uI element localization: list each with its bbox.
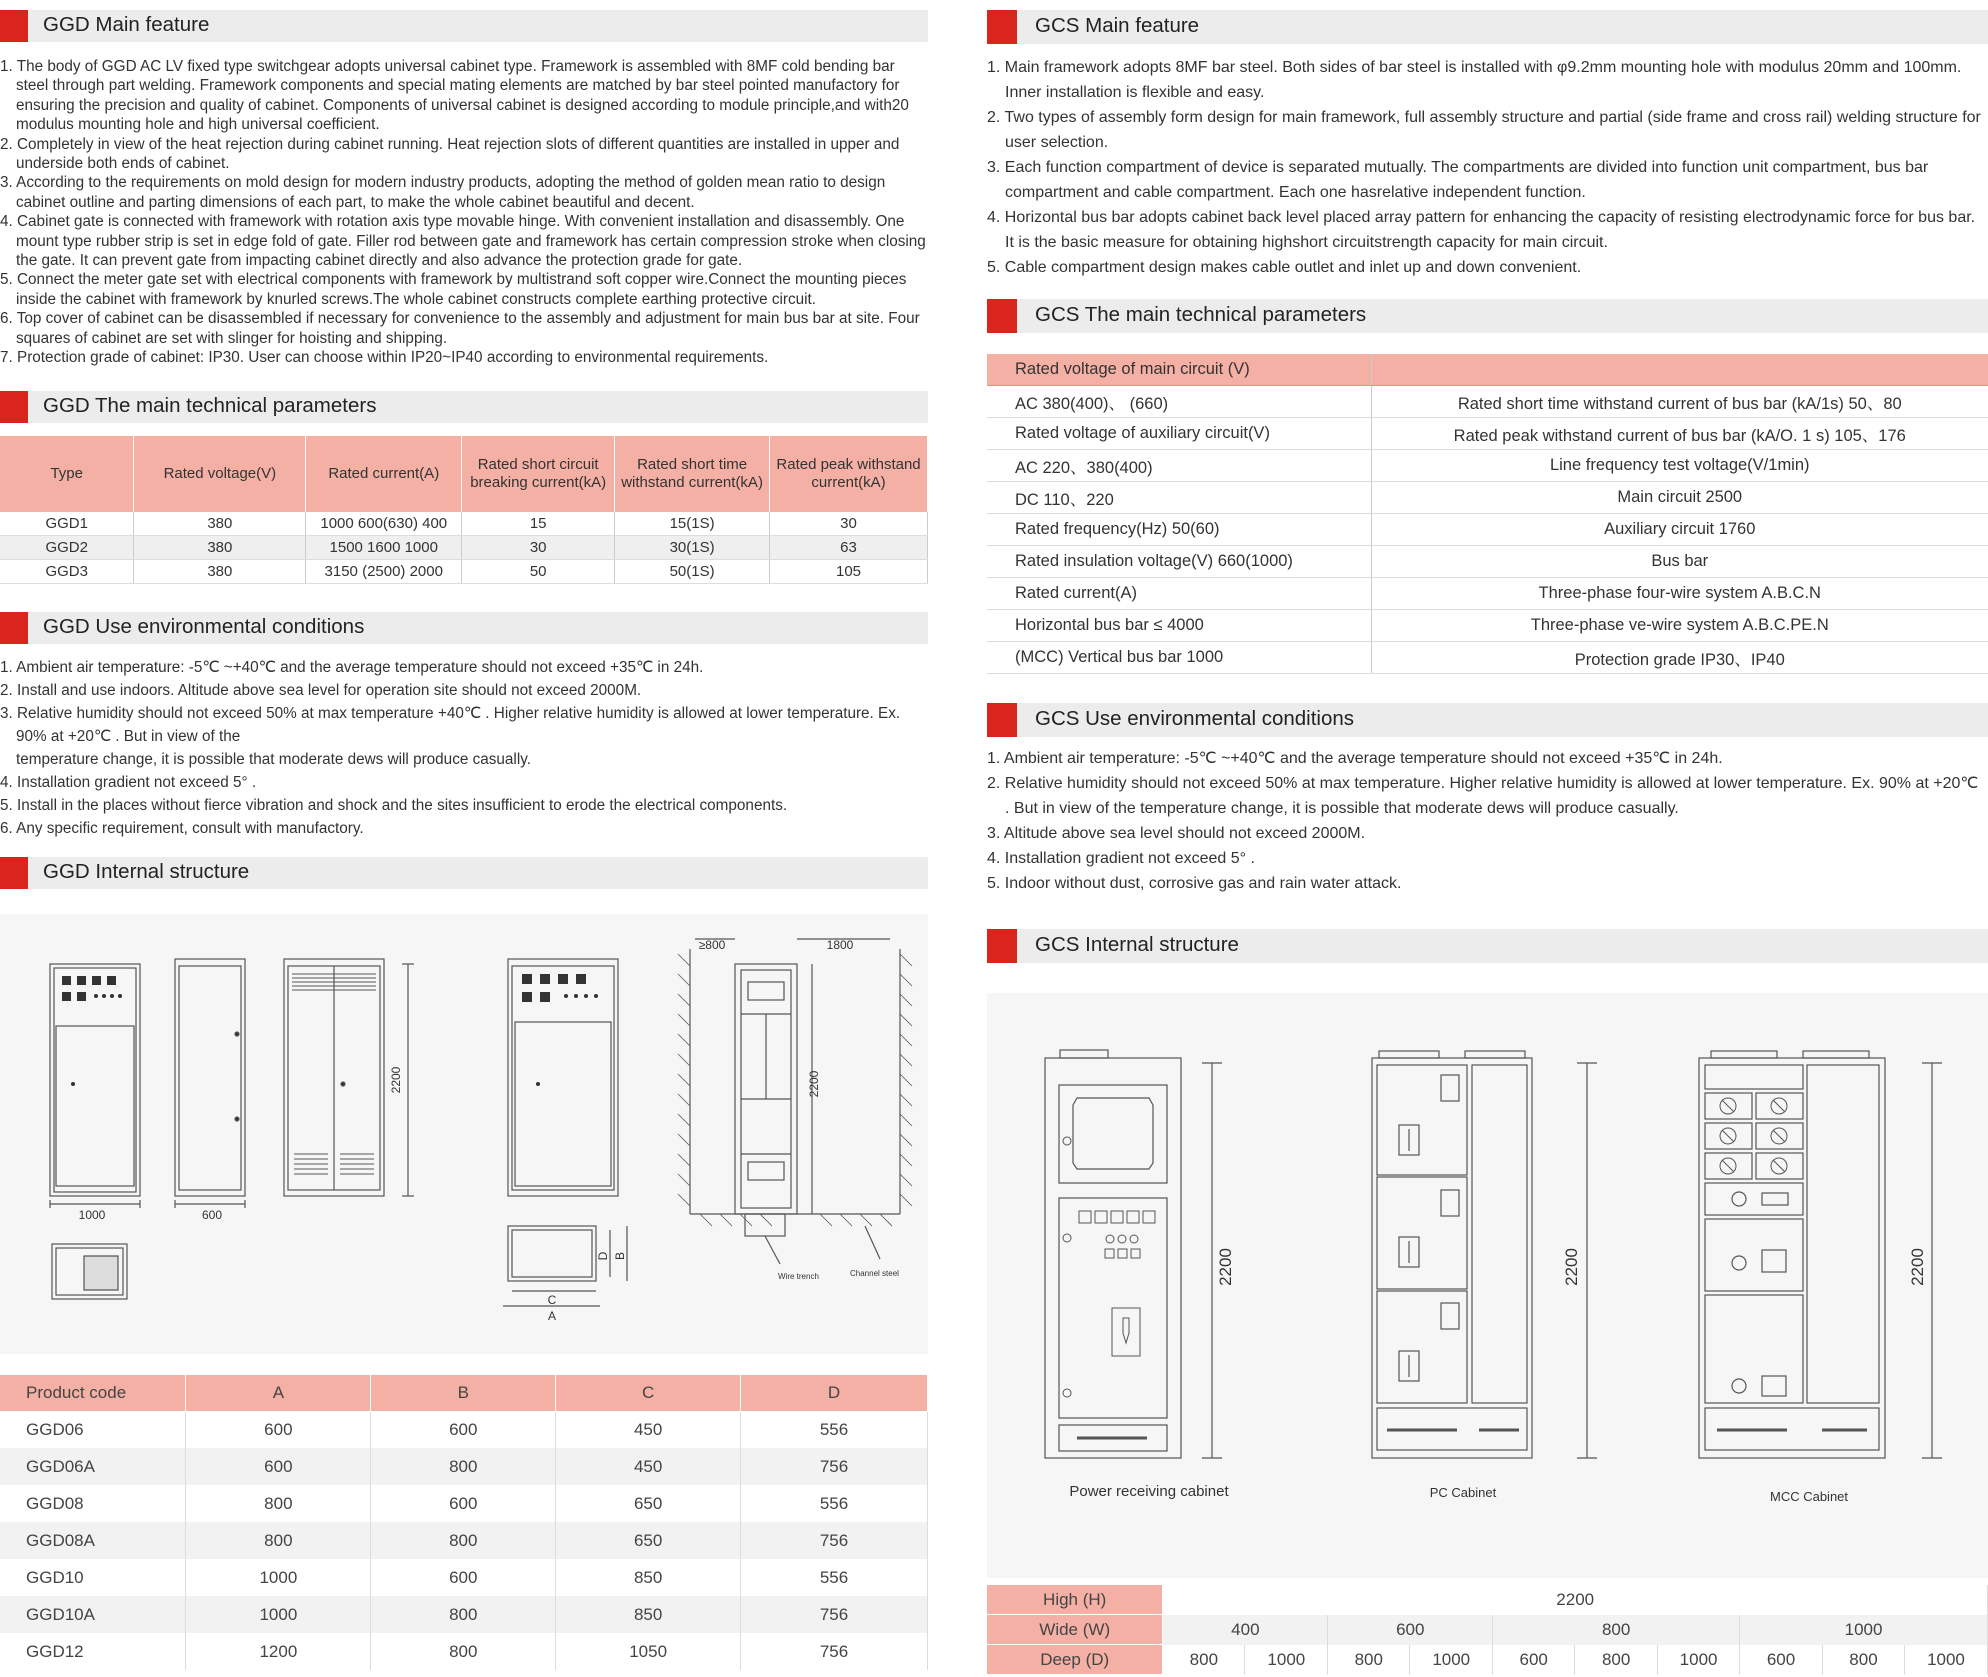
table-cell: GGD12 xyxy=(0,1633,186,1670)
table-row xyxy=(987,482,1988,514)
table-cell: 15(1S) xyxy=(615,512,770,536)
list-item: 2. Two types of assembly form design for main framework, full assembly structure and partial (side frame and cross rail) welding structure for user selection. xyxy=(987,109,1981,151)
table-cell: 800 xyxy=(186,1522,371,1559)
table-cell: Three-phase ve-wire system A.B.C.PE.N xyxy=(1371,610,1988,642)
table-cell: Rated frequency(Hz) 50(60) xyxy=(987,514,1371,546)
section-title: GGD The main technical parameters xyxy=(43,394,377,417)
table-cell: 30 xyxy=(770,512,928,536)
table-cell: GGD06 xyxy=(0,1411,186,1448)
table-header: A xyxy=(186,1375,371,1411)
table-cell: AC 220、380(400) xyxy=(987,450,1371,482)
gcs-main-feature-list xyxy=(987,55,1987,280)
red-square-marker xyxy=(0,10,28,42)
table-cell: 2200 xyxy=(1163,1585,1988,1615)
table-cell: 556 xyxy=(741,1485,928,1522)
table-cell: 15 xyxy=(462,512,615,536)
table-cell: 450 xyxy=(556,1411,741,1448)
list-item: 4. Cabinet gate is connected with framework with rotation axis type movable hinge. With convenient installation and disassembly. One mount type rubber strip is set in edge fold of gate. Filler rod between gate and framework has certain compression stroke when closing the gate. It can prevent gate from impacting cabinet directly and also advance the protection grade for gate. xyxy=(0,213,926,270)
dim-label: B xyxy=(613,1251,627,1261)
table-cell: 1200 xyxy=(186,1633,371,1670)
table-cell: 600 xyxy=(1493,1645,1575,1675)
table-cell: 380 xyxy=(134,512,306,536)
ggd-main-feature-list xyxy=(0,57,930,368)
list-item: 2. Install and use indoors. Altitude above sea level for operation site should not exceed 2000M. xyxy=(0,682,642,699)
table-cell: 800 xyxy=(371,1596,556,1633)
table-cell: 1000 xyxy=(1904,1645,1987,1675)
table-cell: GGD1 xyxy=(0,512,134,536)
dim-label: 2200 xyxy=(1216,1248,1235,1286)
list-item: 3. Relative humidity should not exceed 50% at max temperature +40℃ . Higher relative humidity is allowed at lower temperature. Ex. 90% at +20℃ . But in view of the xyxy=(0,705,901,745)
table-cell: 756 xyxy=(741,1448,928,1485)
list-item: 6. Top cover of cabinet can be disassembled if necessary for convenience to the assembly and adjustment for main bus bar at site. Four squares of cabinet are set with slinger for hoisting and shipping. xyxy=(0,310,920,347)
table-header: Rated current(A) xyxy=(306,436,462,512)
gcs-structure-diagram xyxy=(987,993,1988,1578)
gcs-structure-header xyxy=(987,929,1988,963)
table-row xyxy=(987,514,1988,546)
dim-label: ≥800 xyxy=(698,938,726,952)
table-cell: 1000 xyxy=(186,1596,371,1633)
section-title: GGD Use environmental conditions xyxy=(43,615,365,638)
dim-label: 2200 xyxy=(389,1066,403,1094)
table-row xyxy=(987,610,1988,642)
table-cell: 850 xyxy=(556,1559,741,1596)
row-label: Deep (D) xyxy=(987,1645,1163,1675)
table-cell: Auxiliary circuit 1760 xyxy=(1371,514,1988,546)
table-cell: 30 xyxy=(462,536,615,560)
red-square-marker xyxy=(0,391,28,423)
table-header: Rated voltage(V) xyxy=(134,436,306,512)
table-cell: 1000 xyxy=(1658,1645,1740,1675)
red-square-marker xyxy=(987,10,1017,44)
list-item: 1. The body of GGD AC LV fixed type switchgear adopts universal cabinet type. Framework is assembled with 8MF cold bending bar steel through part welding. Framework components and special mating elements are matched by bar steel pointed manufactory for ensuring the precision and quality of cabinet. Components of universal cabinet is designed according to module principle,and with20 modulus mounting hole and high universal coefficient. xyxy=(0,58,909,134)
table-cell: 3150 (2500) 2000 xyxy=(306,560,462,584)
section-title: GGD Internal structure xyxy=(43,860,250,883)
table-header: Product code xyxy=(0,1375,186,1411)
table-cell: 800 xyxy=(371,1522,556,1559)
table-header: Rated peak withstand current(kA) xyxy=(770,436,928,512)
section-title: GCS Internal structure xyxy=(1035,933,1239,956)
table-cell: Line frequency test voltage(V/1min) xyxy=(1371,450,1988,482)
table-row xyxy=(987,546,1988,578)
table-cell: 800 xyxy=(1493,1615,1740,1645)
dim-label: 1800 xyxy=(826,938,854,952)
dim-label: C xyxy=(547,1293,557,1307)
table-cell: 800 xyxy=(371,1633,556,1670)
table-cell: 380 xyxy=(134,560,306,584)
table-row xyxy=(0,1411,928,1448)
table-row xyxy=(987,418,1988,450)
table-row xyxy=(987,450,1988,482)
dim-label: D xyxy=(596,1251,610,1261)
table-cell: 600 xyxy=(1328,1615,1493,1645)
table-row xyxy=(0,1596,928,1633)
list-item: 5. Connect the meter gate set with electrical components with framework by multistrand soft copper wire.Connect the mounting pieces inside the cabinet with framework by knurled screws.The whole cabinet constructs complete earthing protective circuit. xyxy=(0,271,907,308)
list-item: 1. Ambient air temperature: -5℃ ~+40℃ and the average temperature should not exceed +35℃ in 24h. xyxy=(0,659,704,676)
table-row xyxy=(987,578,1988,610)
table-cell: AC 380(400)、 (660) xyxy=(987,386,1371,418)
diagram-note: Wire trench xyxy=(778,1272,819,1281)
table-row xyxy=(0,1633,928,1670)
table-cell: 800 xyxy=(1823,1645,1905,1675)
ggd-main-feature-header xyxy=(0,10,928,42)
red-square-marker xyxy=(987,299,1017,333)
table-cell: 1000 xyxy=(1410,1645,1493,1675)
gcs-params-header xyxy=(987,299,1988,333)
dim-label: 600 xyxy=(201,1208,223,1222)
table-cell: 600 xyxy=(1740,1645,1823,1675)
table-row xyxy=(987,1585,1988,1615)
list-item: 1. Main framework adopts 8MF bar steel. Both sides of bar steel is installed with φ9.2mm mounting hole with modulus 20mm and 100mm. Inner installation is flexible and easy. xyxy=(987,59,1962,101)
table-cell: 63 xyxy=(770,536,928,560)
ggd-params-table xyxy=(0,436,928,584)
table-cell: 380 xyxy=(134,536,306,560)
table-cell: 600 xyxy=(371,1485,556,1522)
table-cell: Three-phase four-wire system A.B.C.N xyxy=(1371,578,1988,610)
table-cell: 800 xyxy=(1575,1645,1658,1675)
table-cell: 756 xyxy=(741,1596,928,1633)
red-square-marker xyxy=(0,857,28,889)
table-cell: Rated short time withstand current of bus bar (kA/1s) 50、80 xyxy=(1371,386,1988,418)
diagram-note: Channel steel xyxy=(850,1269,899,1278)
dim-label: 2200 xyxy=(1562,1248,1581,1286)
table-cell: 756 xyxy=(741,1633,928,1670)
table-cell: 800 xyxy=(1163,1645,1245,1675)
table-row xyxy=(987,642,1988,674)
dim-label: 1000 xyxy=(78,1208,106,1222)
table-cell: 600 xyxy=(371,1411,556,1448)
list-item: 1. Ambient air temperature: -5℃ ~+40℃ and the average temperature should not exceed +35℃ in 24h. xyxy=(987,750,1723,767)
table-cell xyxy=(1371,354,1988,386)
table-cell: Main circuit 2500 xyxy=(1371,482,1988,514)
table-cell: 30(1S) xyxy=(615,536,770,560)
table-cell: Rated current(A) xyxy=(987,578,1371,610)
table-cell: GGD06A xyxy=(0,1448,186,1485)
ggd-structure-diagram xyxy=(0,914,928,1354)
list-item: 4. Installation gradient not exceed 5° . xyxy=(0,774,257,791)
list-item: 3. According to the requirements on mold design for modern industry products, adopting the method of golden mean ratio to design cabinet outline and parting dimensions of each part, to make the whole cabinet beautiful and decent. xyxy=(0,174,886,211)
ggd-env-header xyxy=(0,612,928,644)
table-row xyxy=(0,1485,928,1522)
table-cell: 450 xyxy=(556,1448,741,1485)
dim-label: 2200 xyxy=(1908,1248,1927,1286)
table-header: Rated short circuit breaking current(kA) xyxy=(462,436,615,512)
cabinet-caption: Power receiving cabinet xyxy=(1069,1483,1229,1500)
table-header: C xyxy=(556,1375,741,1411)
table-cell: 1000 xyxy=(1245,1645,1328,1675)
table-cell: Rated voltage of auxiliary circuit(V) xyxy=(987,418,1371,450)
table-header: Type xyxy=(0,436,134,512)
list-item: 7. Protection grade of cabinet: IP30. User can choose within IP20~IP40 according to environmental requirements. xyxy=(0,349,769,367)
list-item: 3. Altitude above sea level should not exceed 2000M. xyxy=(987,825,1366,842)
table-cell: 1000 600(630) 400 xyxy=(306,512,462,536)
table-cell: GGD2 xyxy=(0,536,134,560)
table-header: B xyxy=(371,1375,556,1411)
table-row xyxy=(987,386,1988,418)
ggd-env-list xyxy=(0,656,930,840)
table-cell: 650 xyxy=(556,1485,741,1522)
table-cell: 800 xyxy=(186,1485,371,1522)
section-title: GGD Main feature xyxy=(43,13,210,36)
list-item: 2. Relative humidity should not exceed 50% at max temperature. Higher relative humidity is allowed at lower temperature. Ex. 90% at +20℃ . But in view of the temperature change, it is possible that moderate dews will produce casually. xyxy=(987,775,1979,817)
table-cell: Horizontal bus bar ≤ 4000 xyxy=(987,610,1371,642)
table-cell: 800 xyxy=(371,1448,556,1485)
table-cell: 50(1S) xyxy=(615,560,770,584)
ggd-product-code-table xyxy=(0,1375,928,1670)
table-header: Rated short time withstand current(kA) xyxy=(615,436,770,512)
table-cell: (MCC) Vertical bus bar 1000 xyxy=(987,642,1371,674)
table-cell: GGD10 xyxy=(0,1559,186,1596)
table-cell: 1000 xyxy=(186,1559,371,1596)
list-item: 6. Any specific requirement, consult with manufactory. xyxy=(0,820,364,837)
table-cell: Rated insulation voltage(V) 660(1000) xyxy=(987,546,1371,578)
table-cell: 600 xyxy=(186,1411,371,1448)
gcs-params-table xyxy=(987,354,1988,674)
list-item: 5. Install in the places without fierce vibration and shock and the sites insufficient to erode the electrical components. xyxy=(0,797,788,814)
table-row xyxy=(987,1615,1988,1645)
table-cell: DC 110、220 xyxy=(987,482,1371,514)
table-cell: 600 xyxy=(186,1448,371,1485)
table-cell: 105 xyxy=(770,560,928,584)
table-cell: 556 xyxy=(741,1411,928,1448)
table-cell: 556 xyxy=(741,1559,928,1596)
table-row xyxy=(987,1645,1988,1675)
dim-label: 2200 xyxy=(807,1070,821,1098)
table-cell: Protection grade IP30、IP40 xyxy=(1371,642,1988,674)
table-row xyxy=(0,1448,928,1485)
section-title: GCS The main technical parameters xyxy=(1035,303,1367,326)
table-cell: GGD08 xyxy=(0,1485,186,1522)
list-item: 5. Cable compartment design makes cable outlet and inlet up and down convenient. xyxy=(987,259,1582,276)
cabinet-caption: MCC Cabinet xyxy=(1769,1489,1849,1504)
ggd-params-header xyxy=(0,391,928,423)
gcs-env-header xyxy=(987,703,1988,737)
table-row xyxy=(0,1522,928,1559)
table-cell: 1000 xyxy=(1740,1615,1988,1645)
table-cell: 1050 xyxy=(556,1633,741,1670)
table-cell: 400 xyxy=(1163,1615,1328,1645)
gcs-env-list xyxy=(987,746,1987,896)
row-label: High (H) xyxy=(987,1585,1163,1615)
table-cell: GGD10A xyxy=(0,1596,186,1633)
table-cell: 1500 1600 1000 xyxy=(306,536,462,560)
cabinet-caption: PC Cabinet xyxy=(1429,1485,1497,1500)
list-item: temperature change, it is possible that moderate dews will produce casually. xyxy=(16,751,531,768)
table-row xyxy=(0,1559,928,1596)
ggd-structure-header xyxy=(0,857,928,889)
table-cell: Rated peak withstand current of bus bar (kA/O. 1 s) 105、176 xyxy=(1371,418,1988,450)
section-title: GCS Use environmental conditions xyxy=(1035,707,1355,730)
table-cell: Rated voltage of main circuit (V) xyxy=(987,354,1371,386)
table-cell: Bus bar xyxy=(1371,546,1988,578)
table-cell: GGD08A xyxy=(0,1522,186,1559)
table-cell: 756 xyxy=(741,1522,928,1559)
gcs-main-feature-header xyxy=(987,10,1988,44)
list-item: 4. Horizontal bus bar adopts cabinet back level placed array pattern for enhancing the capacity of resisting electrodynamic force for bus bar. It is the basic measure for obtaining highshort circuitstrength capacity for main circuit. xyxy=(987,209,1976,251)
red-square-marker xyxy=(987,703,1017,737)
table-row xyxy=(0,536,928,560)
gcs-dimension-table xyxy=(987,1585,1988,1675)
row-label: Wide (W) xyxy=(987,1615,1163,1645)
list-item: 3. Each function compartment of device is separated mutually. The compartments are divided into function unit compartment, bus bar compartment and cable compartment. Each one hasrelative independent function. xyxy=(987,159,1929,201)
table-row xyxy=(987,354,1988,386)
table-cell: 650 xyxy=(556,1522,741,1559)
red-square-marker xyxy=(0,612,28,644)
table-cell: 800 xyxy=(1328,1645,1410,1675)
dim-label: A xyxy=(547,1309,557,1323)
table-row xyxy=(0,560,928,584)
red-square-marker xyxy=(987,929,1017,963)
section-title: GCS Main feature xyxy=(1035,14,1200,37)
list-item: 5. Indoor without dust, corrosive gas and rain water attack. xyxy=(987,875,1402,892)
table-cell: GGD3 xyxy=(0,560,134,584)
list-item: 4. Installation gradient not exceed 5° . xyxy=(987,850,1255,867)
table-header: D xyxy=(741,1375,928,1411)
list-item: 2. Completely in view of the heat rejection during cabinet running. Heat rejection slots of different quantities are installed in upper and underside both ends of cabinet. xyxy=(0,135,900,173)
table-cell: 850 xyxy=(556,1596,741,1633)
table-cell: 600 xyxy=(371,1559,556,1596)
table-row xyxy=(0,512,928,536)
table-cell: 50 xyxy=(462,560,615,584)
